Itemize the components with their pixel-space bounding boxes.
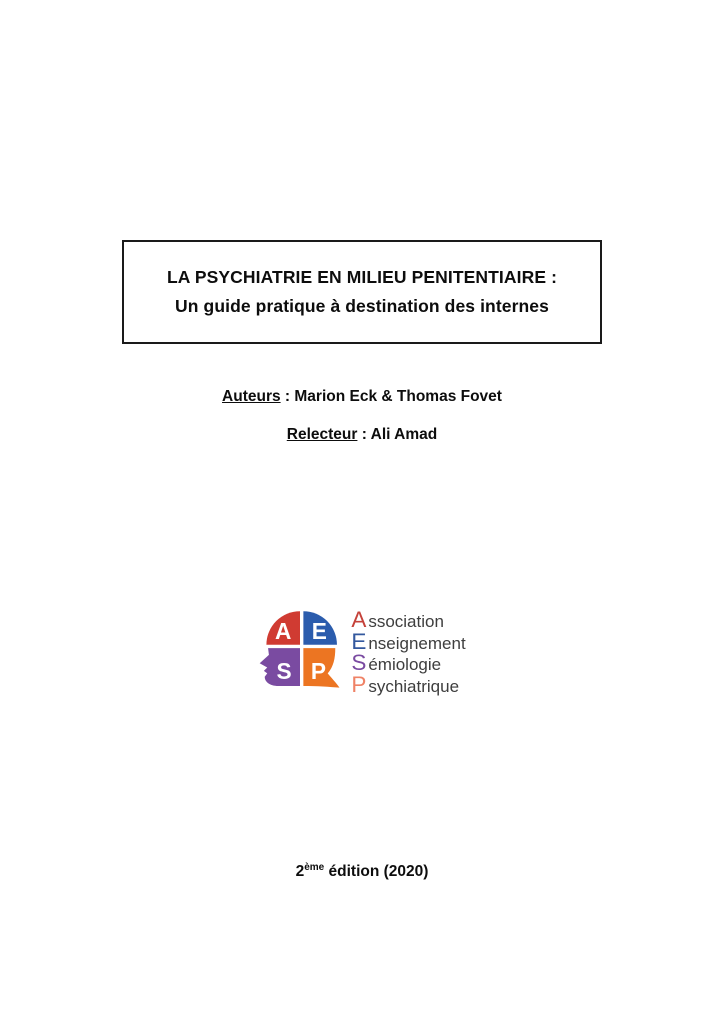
edition-line [0, 862, 724, 881]
head-letter-s: S [276, 658, 292, 685]
reviewer-label: Relecteur [286, 426, 358, 443]
logo-rest-enseignement: nseignement [368, 633, 466, 653]
authors-value: Marion Eck & Thomas Fovet [294, 388, 502, 405]
head-letter-e: E [312, 617, 328, 644]
aesp-logo-text [351, 601, 465, 696]
edition-number: 2 [295, 863, 305, 881]
reviewer-separator: : [357, 426, 371, 443]
logo-rest-psychiatrique: sychiatrique [368, 676, 460, 696]
logo-initial-s: S [351, 650, 367, 675]
reviewer-line [0, 426, 724, 444]
head-letter-a: A [275, 617, 292, 644]
head-letter-p: P [311, 658, 327, 685]
logo-line-psychiatrique [351, 671, 465, 697]
edition-rest: édition (2020) [324, 863, 429, 881]
logo-line-enseignement [351, 628, 466, 654]
title-box [122, 240, 602, 344]
authors-line [0, 388, 724, 406]
logo-line-association [351, 607, 465, 632]
logo-initial-a: A [351, 607, 367, 632]
document-title-line1: LA PSYCHIATRIE EN MILIEU PENITENTIAIRE : [167, 267, 557, 287]
logo-rest-semiologie: émiologie [368, 655, 442, 674]
authors-label: Auteurs [222, 388, 281, 405]
logo-initial-p: P [351, 671, 367, 697]
logo-initial-e: E [351, 628, 367, 654]
logo-rest-association: ssociation [368, 612, 444, 631]
authors-separator: : [280, 388, 295, 405]
document-title-line2: Un guide pratique à destination des internes [175, 296, 549, 316]
aesp-logo [0, 601, 724, 697]
aesp-head-icon [258, 601, 342, 697]
logo-line-semiologie [351, 650, 465, 675]
reviewer-value: Ali Amad [370, 426, 438, 443]
edition-superscript: ème [304, 862, 325, 873]
